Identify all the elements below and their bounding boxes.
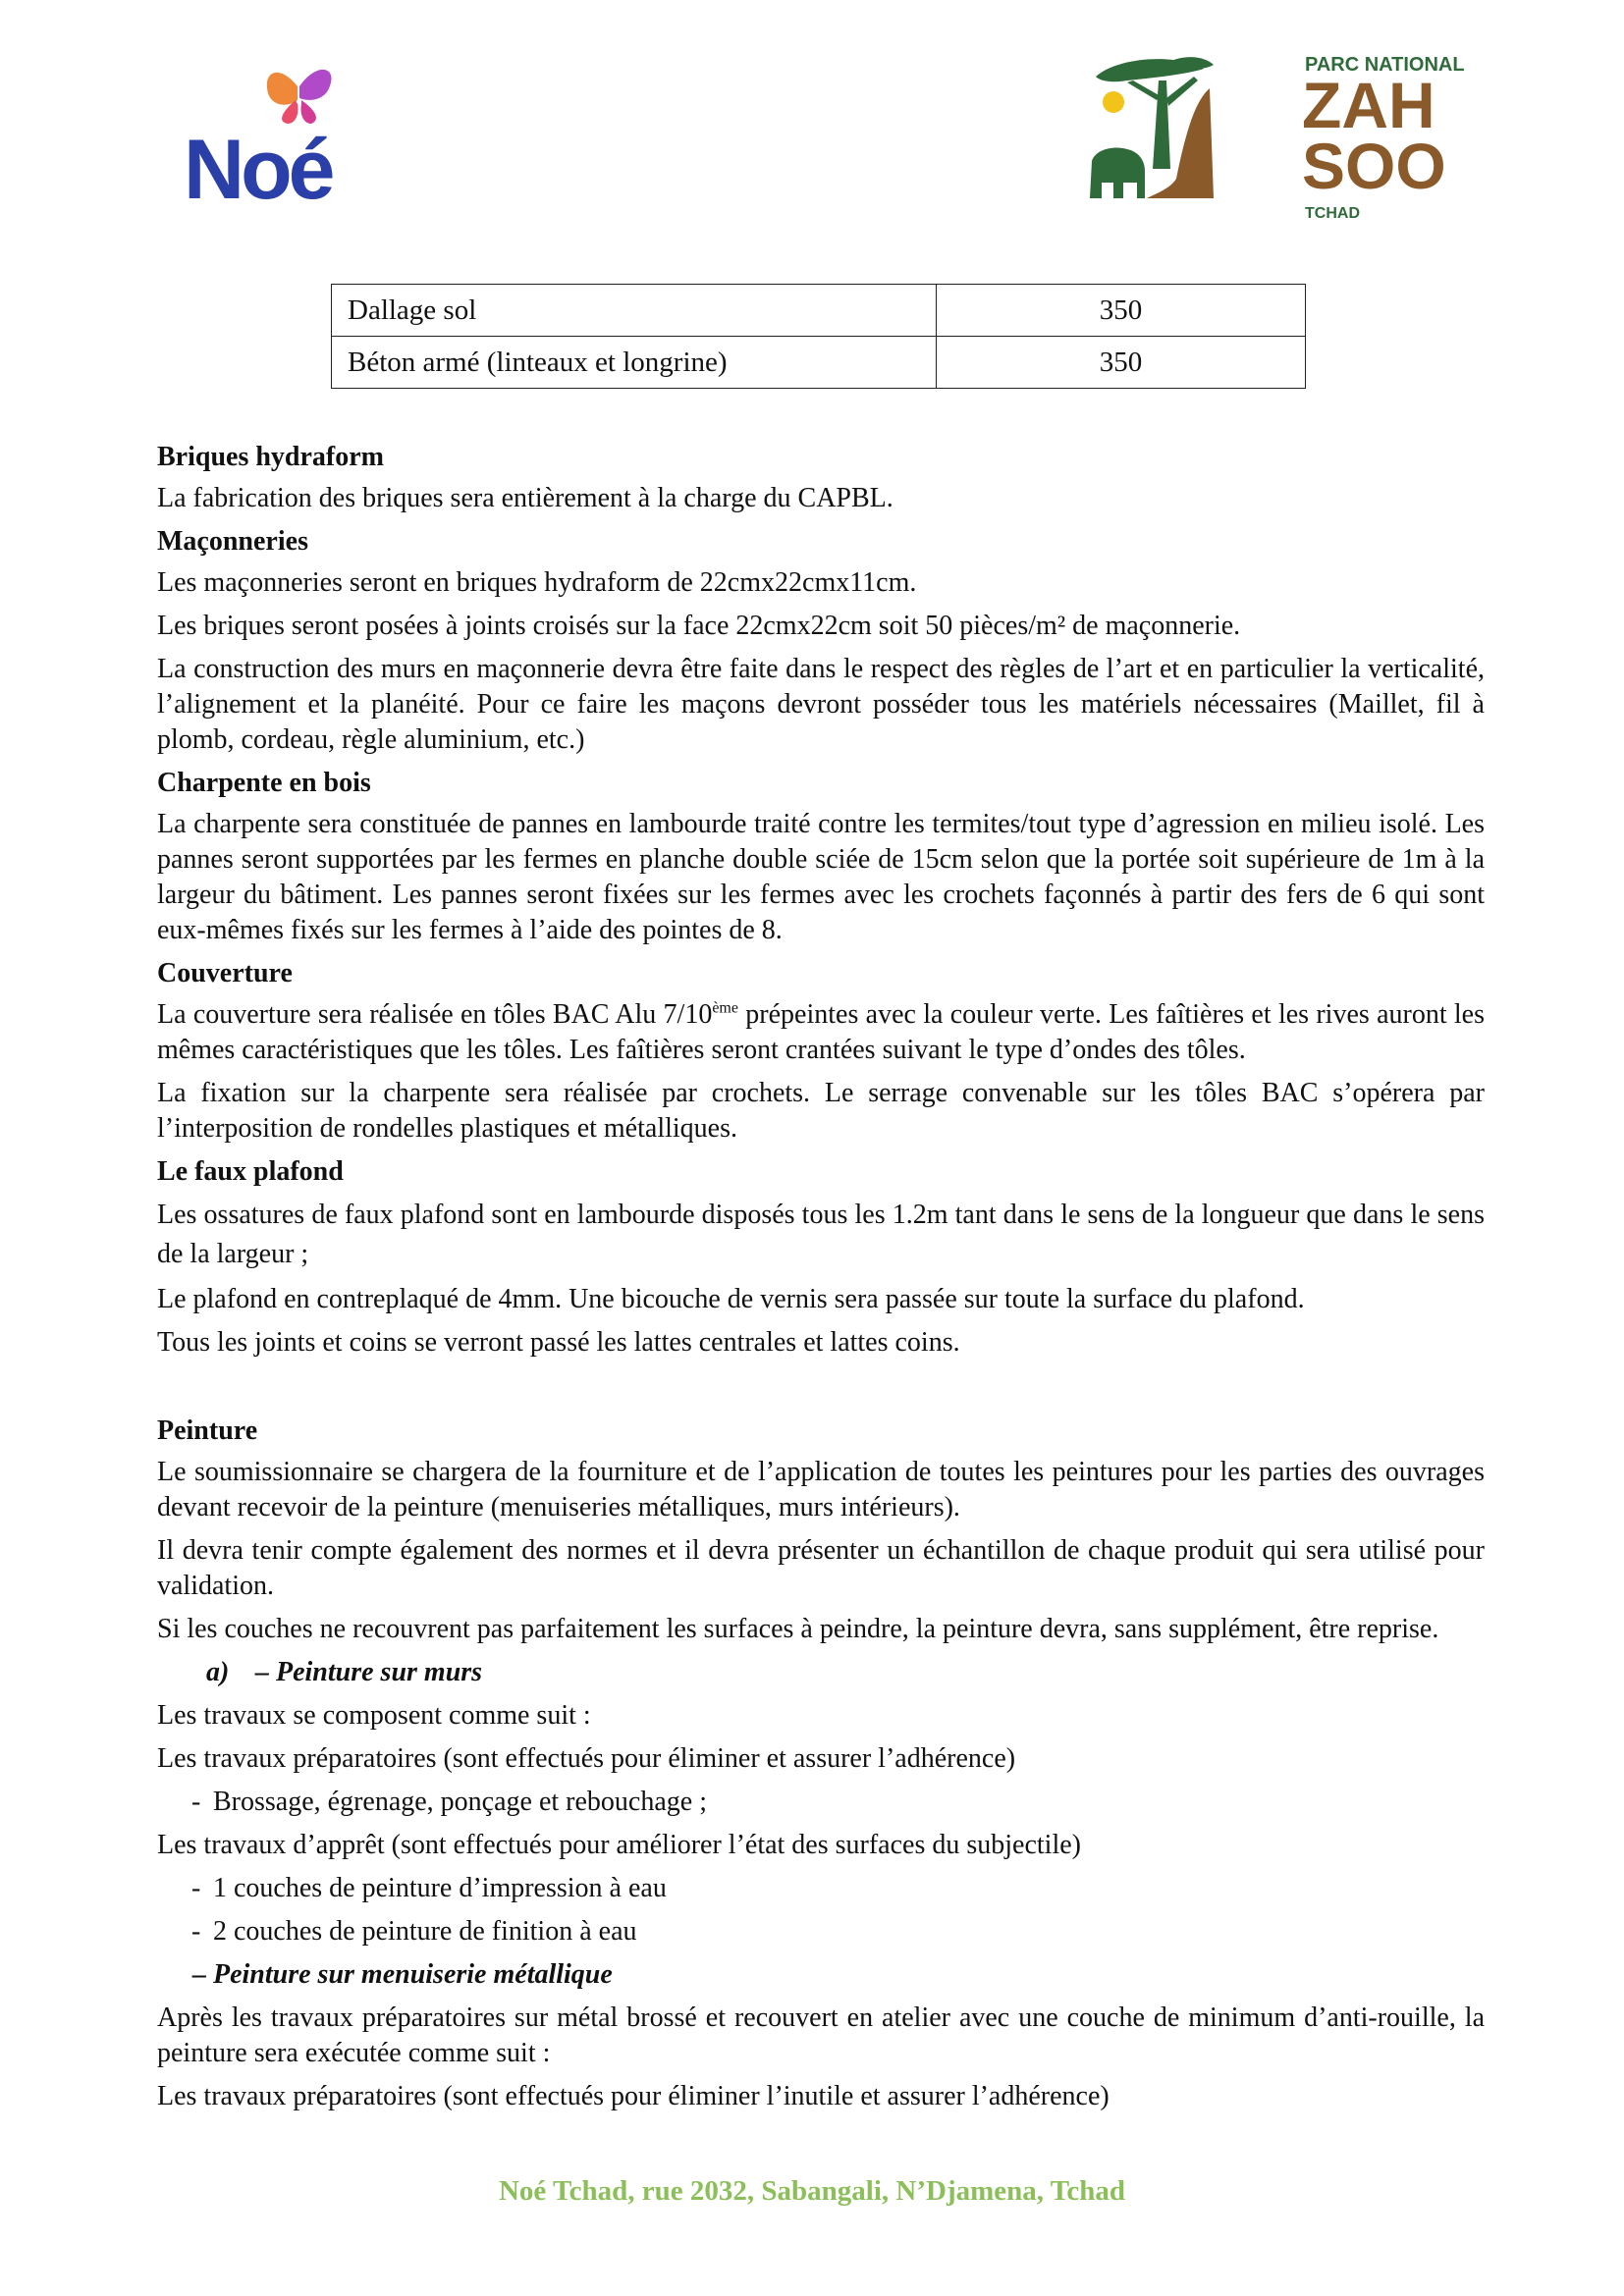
noe-logo-text: Noé (184, 123, 332, 206)
table-row (332, 285, 1306, 337)
paragraph: La construction des murs en maçonnerie devra être faite dans le respect des règles de l’art et en particulier la verticalité, l’alignement et la planéité. Pour ce faire les maçons devront posséder tous les matériels nécessaires (Maillet, fil à plomb, cordeau, règle aluminium, etc.) (157, 654, 1485, 755)
table-cell-label: Béton armé (linteaux et longrine) (332, 337, 937, 389)
list-item-text: 2 couches de peinture de finition à eau (213, 1916, 637, 1947)
materials-table (331, 284, 1306, 389)
document-body (157, 440, 1485, 2122)
paragraph: Il devra tenir compte également des normes et il devra présenter un échantillon de chaque produit qui sera utilisé pour validation. (157, 1535, 1485, 1601)
paragraph: La fabrication des briques sera entièrement à la charge du CAPBL. (157, 483, 893, 513)
logo-parc-national: PARC NATIONAL (1305, 54, 1465, 76)
butterfly-icon (267, 70, 332, 124)
paragraph: Les travaux préparatoires (sont effectués pour éliminer et assurer l’adhérence) (157, 1743, 1016, 1774)
paragraph: Le soumissionnaire se chargera de la fourniture et de l’application de toutes les peintures pour les parties des ouvrages devant recevoir de la peinture (menuiseries métalliques, murs intérieurs). (157, 1457, 1485, 1522)
subheading-peinture-murs (157, 1655, 1485, 1690)
heading-faux-plafond: Le faux plafond (157, 1156, 344, 1187)
heading-couverture: Couverture (157, 958, 293, 988)
list-item-text: Brossage, égrenage, ponçage et rebouchage ; (213, 1787, 707, 1817)
table-cell-value: 350 (937, 285, 1306, 337)
table-cell-label: Dallage sol (332, 285, 937, 337)
table-cell-value: 350 (937, 337, 1306, 389)
paragraph (157, 997, 1485, 1068)
paragraph: Les maçonneries seront en briques hydraform de 22cmx22cmx11cm. (157, 567, 917, 598)
paragraph: Après les travaux préparatoires sur métal brossé et recouvert en atelier avec une couche de minimum d’anti-rouille, la peinture sera exécutée comme suit : (157, 2002, 1485, 2068)
list-item: - Brossage, égrenage, ponçage et rebouchage ; (191, 1787, 707, 1817)
heading-briques: Briques hydraform (157, 442, 384, 472)
logo-tchad: TCHAD (1305, 205, 1360, 222)
paragraph: Tous les joints et coins se verront passé les lattes centrales et lattes coins. (157, 1327, 960, 1358)
paragraph-part: La couverture sera réalisée en tôles BAC Alu 7/10 (157, 999, 713, 1030)
sun-icon (1103, 91, 1124, 113)
paragraph: Les briques seront posées à joints croisés sur la face 22cmx22cm soit 50 pièces/m² de maçonnerie. (157, 611, 1241, 641)
heading-peinture: Peinture (157, 1415, 258, 1446)
paragraph-part: prépeintes avec la couleur verte. Les faîtières et les rives auront les mêmes caractéristiques que les tôles. Les faîtières seront crantées suivant le type d’ondes des tôles. (157, 999, 1486, 1065)
paragraph: Si les couches ne recouvrent pas parfaitement les surfaces à peindre, la peinture devra, sans supplément, être reprise. (157, 1614, 1439, 1644)
list-marker: a) (206, 1657, 230, 1687)
superscript: ème (712, 999, 738, 1017)
paragraph: Les travaux préparatoires (sont effectués pour éliminer l’inutile et assurer l’adhérence) (157, 2081, 1110, 2111)
subheading-peinture-metal: – Peinture sur menuiserie métallique (192, 1959, 613, 1990)
zah-soo-logo (1088, 51, 1481, 226)
paragraph: Les ossatures de faux plafond sont en lambourde disposés tous les 1.2m tant dans le sens de la longueur que dans le sens de la largeur ; (157, 1200, 1485, 1269)
logo-soo: SOO (1302, 130, 1446, 202)
paragraph: Les travaux se composent comme suit : (157, 1700, 591, 1731)
list-item: - 2 couches de peinture de finition à eau (191, 1916, 637, 1947)
bullet-list (157, 1785, 1485, 1820)
logo-zah: ZAH (1302, 69, 1435, 141)
page-footer: Noé Tchad, rue 2032, Sabangali, N’Djamena, Tchad (498, 2175, 1126, 2207)
list-item-text: 1 couches de peinture d’impression à eau (213, 1873, 667, 1903)
noe-logo (182, 59, 378, 206)
heading-charpente: Charpente en bois (157, 768, 371, 798)
paragraph: Le plafond en contreplaqué de 4mm. Une bicouche de vernis sera passée sur toute la surface du plafond. (157, 1284, 1305, 1314)
paragraph: Les travaux d’apprêt (sont effectués pour améliorer l’état des surfaces du subjectile) (157, 1830, 1081, 1860)
heading-maconneries: Maçonneries (157, 526, 308, 557)
list-item: - 1 couches de peinture d’impression à eau (191, 1873, 667, 1903)
paragraph: La fixation sur la charpente sera réalisée par crochets. Le serrage convenable sur les tôles BAC s’opérera par l’interposition de rondelles plastiques et métalliques. (157, 1078, 1485, 1144)
subheading-text: – Peinture sur murs (255, 1657, 483, 1687)
table-row (332, 337, 1306, 389)
elephant-icon (1090, 148, 1145, 199)
bullet-list (157, 1871, 1485, 1949)
paragraph: La charpente sera constituée de pannes en lambourde traité contre les termites/tout type d’agression en milieu isolé. Les pannes seront supportées par les fermes en planche double sciée de 15cm selon que la portée soit supérieure de 1m à la largeur du bâtiment. Les pannes seront fixées sur les fermes avec les crochets façonnés à partir des fers de 6 qui sont eux-mêmes fixés sur les fermes à l’aide des pointes de 8. (157, 809, 1485, 945)
